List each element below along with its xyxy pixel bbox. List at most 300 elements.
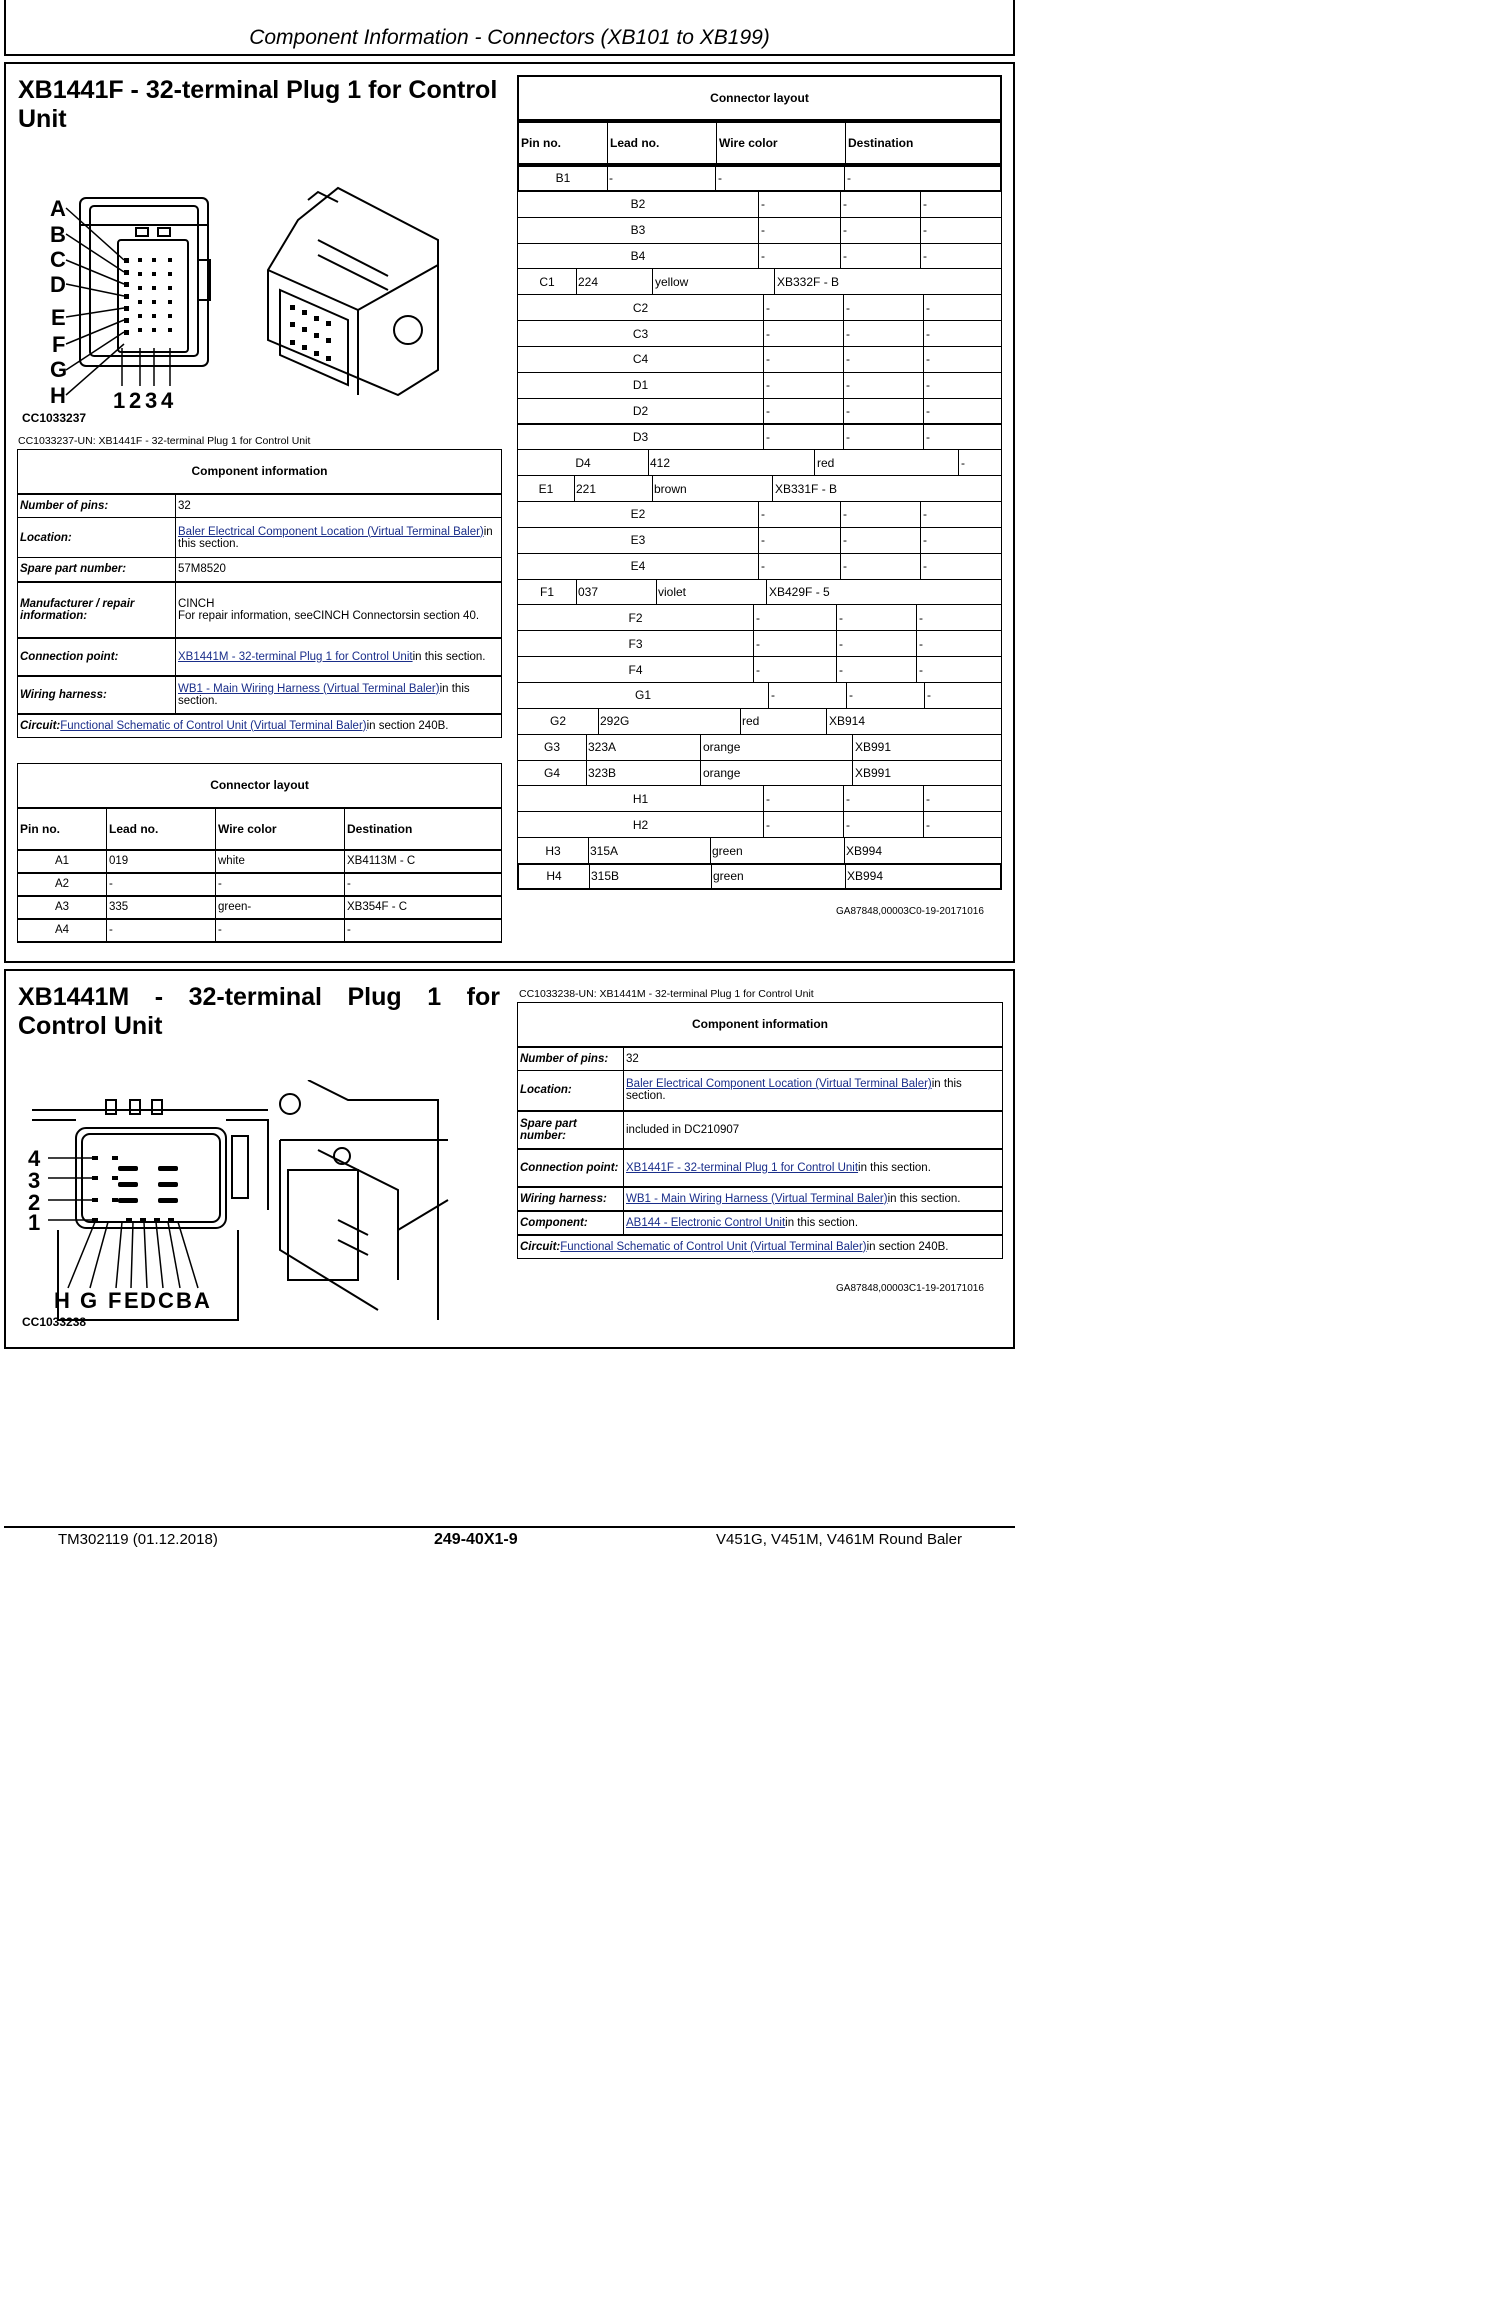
col-divider	[843, 347, 844, 372]
circuit-link[interactable]: Functional Schematic of Control Unit (Virtual Terminal Baler)	[560, 1240, 867, 1253]
dest-cell: XB429F - 5	[769, 585, 830, 600]
lead-cell: -	[107, 873, 216, 896]
lead-cell: 292G	[600, 714, 630, 729]
table-row	[517, 217, 1002, 244]
fig-label-d: D	[50, 272, 66, 297]
table-row	[517, 320, 1002, 347]
info-label: Number of pins:	[518, 1047, 624, 1071]
col-divider	[763, 425, 764, 450]
fig-label-h: H	[50, 383, 66, 408]
info-tail: in section 240B.	[866, 1240, 949, 1253]
col-divider	[758, 528, 759, 553]
table-row	[517, 294, 1002, 321]
col-divider	[607, 123, 608, 163]
table-row	[18, 850, 502, 873]
col-divider	[763, 295, 764, 320]
col-divider	[843, 425, 844, 450]
fig-label-e: E	[124, 1288, 139, 1313]
layout-title: Connector layout	[710, 91, 809, 105]
color-cell: yellow	[655, 274, 689, 289]
ref-code: GA87848,00003C1-19-20171016	[836, 1283, 984, 1294]
col-divider	[700, 735, 701, 760]
pin-cell: D3	[632, 429, 649, 444]
dest-cell: XB914	[829, 714, 866, 729]
color-cell: -	[846, 352, 850, 367]
pin-cell: F3	[628, 636, 643, 651]
col-header: Pin no.	[521, 136, 561, 150]
footer-rule	[4, 1526, 1015, 1528]
dest-cell: -	[926, 326, 930, 341]
lead-cell: -	[766, 429, 770, 444]
col-divider	[836, 657, 837, 682]
fig-label-b: B	[50, 222, 66, 247]
lead-cell: -	[766, 378, 770, 393]
table-row	[517, 630, 1002, 657]
table-row	[18, 873, 502, 896]
col-divider	[840, 192, 841, 217]
fig-code: CC1033238	[22, 1315, 87, 1329]
lead-cell: 315B	[591, 869, 620, 884]
col-header: Wire color	[216, 808, 345, 850]
table-row	[517, 734, 1002, 761]
col-divider	[763, 321, 764, 346]
layout-title-row	[517, 75, 1002, 121]
table-row	[517, 398, 1002, 425]
col-divider	[763, 812, 764, 837]
dest-cell: -	[919, 636, 923, 651]
info-value	[624, 1187, 1003, 1211]
component-info-table	[17, 449, 502, 738]
dest-cell: -	[926, 404, 930, 419]
table-row	[18, 919, 502, 942]
col-divider	[920, 192, 921, 217]
dest-cell: -	[926, 378, 930, 393]
dest-cell: XB4113M - C	[345, 850, 502, 873]
info-label: Spare part number:	[18, 558, 176, 582]
location-link[interactable]: Baler Electrical Component Location (Virtual Terminal Baler)	[178, 525, 484, 538]
lead-cell: 315A	[590, 843, 619, 858]
col-divider	[843, 399, 844, 424]
fig-label-2: 2	[129, 388, 142, 413]
color-cell: green	[713, 869, 744, 884]
col-divider	[916, 631, 917, 656]
dest-cell: XB332F - B	[777, 274, 840, 289]
col-divider	[652, 269, 653, 294]
info-title: Component information	[18, 450, 502, 494]
pin-cell: G2	[549, 714, 566, 729]
fig-label-c: C	[50, 247, 66, 272]
col-divider	[758, 192, 759, 217]
table-row	[517, 424, 1002, 451]
col-divider	[845, 865, 846, 888]
connector-figure-xb1441f	[18, 180, 498, 430]
layout-title: Connector layout	[18, 764, 502, 808]
component-link[interactable]: AB144 - Electronic Control Unit	[626, 1216, 786, 1229]
fig-label-c: C	[158, 1288, 174, 1313]
lead-cell: -	[756, 636, 760, 651]
dest-cell: -	[926, 300, 930, 315]
harness-link[interactable]: WB1 - Main Wiring Harness (Virtual Terminal Baler)	[178, 682, 440, 695]
circuit-link[interactable]: Functional Schematic of Control Unit (Virtual Terminal Baler)	[60, 719, 367, 732]
info-value	[624, 1211, 1003, 1235]
col-header: Wire color	[719, 136, 778, 150]
table-row	[517, 191, 1002, 218]
info-label: Connection point:	[18, 638, 176, 676]
pin-cell: G3	[543, 740, 560, 755]
color-cell: -	[843, 248, 847, 263]
info-title: Component information	[518, 1003, 1003, 1047]
fig-label-g: G	[80, 1288, 98, 1313]
column-header-row	[517, 121, 1002, 165]
fig-label-a: A	[50, 196, 66, 221]
col-divider	[843, 812, 844, 837]
info-value: included in DC210907	[624, 1111, 1003, 1149]
fig-label-h: H	[54, 1288, 70, 1313]
color-cell: red	[742, 714, 760, 729]
dest-cell: XB331F - B	[775, 481, 838, 496]
dest-cell: -	[345, 873, 502, 896]
col-divider	[763, 399, 764, 424]
col-header: Lead no.	[107, 808, 216, 850]
col-divider	[588, 838, 589, 863]
lead-cell: -	[766, 352, 770, 367]
color-cell: -	[839, 636, 843, 651]
table-row	[517, 165, 1002, 192]
table-row	[517, 760, 1002, 787]
col-divider	[840, 554, 841, 579]
info-label: Manufacturer / repair information:	[18, 582, 176, 638]
table-row	[517, 863, 1002, 890]
table-row	[517, 268, 1002, 295]
col-divider	[758, 554, 759, 579]
col-divider	[753, 605, 754, 630]
lead-cell: -	[766, 326, 770, 341]
dest-cell: -	[961, 455, 965, 470]
table-row	[517, 346, 1002, 373]
col-divider	[923, 812, 924, 837]
repair-info: For repair information, seeCINCH Connectorsin section 40.	[178, 609, 480, 622]
info-value	[624, 1071, 1003, 1111]
col-divider	[758, 218, 759, 243]
color-cell: -	[843, 223, 847, 238]
col-divider	[758, 502, 759, 527]
col-divider	[844, 167, 845, 190]
color-cell: white	[216, 850, 345, 873]
col-divider	[700, 761, 701, 786]
pin-cell: A2	[18, 873, 107, 896]
color-cell: -	[843, 533, 847, 548]
fig-code: CC1033237	[22, 411, 87, 425]
fig-label-3: 3	[145, 388, 158, 413]
color-cell: -	[216, 919, 345, 942]
col-divider	[740, 709, 741, 734]
col-divider	[845, 123, 846, 163]
lead-cell: -	[107, 919, 216, 942]
harness-link[interactable]: WB1 - Main Wiring Harness (Virtual Terminal Baler)	[626, 1192, 888, 1205]
fig-label-a: A	[194, 1288, 210, 1313]
color-cell: green-	[216, 896, 345, 919]
pin-cell: H2	[632, 817, 649, 832]
col-divider	[920, 218, 921, 243]
col-divider	[768, 683, 769, 708]
col-divider	[923, 347, 924, 372]
col-divider	[924, 683, 925, 708]
footer-right: V451G, V451M, V461M Round Baler	[716, 1531, 962, 1548]
table-row	[18, 896, 502, 919]
info-value	[18, 714, 502, 738]
col-divider	[715, 167, 716, 190]
color-cell: orange	[703, 740, 741, 755]
info-value	[176, 676, 502, 714]
lead-cell: 335	[107, 896, 216, 919]
info-tail: in this section.	[785, 1216, 859, 1229]
connection-link[interactable]: XB1441F - 32-terminal Plug 1 for Control Unit	[626, 1161, 859, 1174]
lead-cell: -	[766, 791, 770, 806]
lead-cell: -	[756, 610, 760, 625]
lead-cell: -	[609, 171, 613, 186]
col-divider	[589, 865, 590, 888]
lead-cell: 323B	[588, 765, 617, 780]
info-tail: in section 240B.	[366, 719, 449, 732]
pin-cell: C2	[632, 300, 649, 315]
dest-cell: -	[919, 662, 923, 677]
col-divider	[840, 218, 841, 243]
col-divider	[753, 657, 754, 682]
col-divider	[652, 476, 653, 501]
pin-cell: H4	[546, 869, 562, 884]
info-label: Wiring harness:	[18, 676, 176, 714]
table-row	[517, 811, 1002, 838]
col-divider	[574, 476, 575, 501]
info-value	[176, 518, 502, 558]
footer-left: TM302119 (01.12.2018)	[58, 1531, 218, 1548]
col-divider	[840, 528, 841, 553]
table-row	[517, 837, 1002, 864]
info-label: Spare part number:	[518, 1111, 624, 1149]
pin-cell: D1	[632, 378, 649, 393]
dest-cell: -	[926, 352, 930, 367]
color-cell: orange	[703, 765, 741, 780]
table-row	[517, 604, 1002, 631]
connection-link[interactable]: XB1441M - 32-terminal Plug 1 for Control Unit	[178, 650, 413, 663]
color-cell: violet	[658, 585, 687, 600]
col-divider	[774, 269, 775, 294]
pin-cell: F1	[539, 585, 554, 600]
col-divider	[772, 476, 773, 501]
col-divider	[923, 425, 924, 450]
info-label: Number of pins:	[18, 494, 176, 518]
dest-cell: XB991	[855, 765, 892, 780]
col-divider	[836, 605, 837, 630]
info-tail: in this section.	[412, 650, 486, 663]
info-label: Component:	[518, 1211, 624, 1235]
info-value: 32	[176, 494, 502, 518]
color-cell: -	[839, 610, 843, 625]
lead-cell: -	[766, 817, 770, 832]
connector-figure-xb1441m	[18, 1080, 450, 1332]
location-link[interactable]: Baler Electrical Component Location (Virtual Terminal Baler)	[626, 1078, 932, 1091]
table-row	[517, 785, 1002, 812]
table-row	[517, 372, 1002, 399]
pin-cell: A3	[18, 896, 107, 919]
info-tail: in this section.	[178, 682, 470, 707]
color-cell: -	[846, 404, 850, 419]
col-divider	[607, 167, 608, 190]
table-row	[517, 243, 1002, 270]
dest-cell: XB354F - C	[345, 896, 502, 919]
color-cell: -	[846, 817, 850, 832]
col-divider	[843, 295, 844, 320]
table-row	[517, 553, 1002, 580]
fig-label-1: 1	[28, 1210, 41, 1235]
color-cell: brown	[654, 481, 687, 496]
lead-cell: -	[761, 223, 765, 238]
col-divider	[923, 399, 924, 424]
info-value	[624, 1149, 1003, 1187]
dest-cell: -	[923, 248, 927, 263]
dest-cell: XB994	[847, 869, 884, 884]
col-divider	[844, 838, 845, 863]
col-divider	[656, 580, 657, 605]
dest-cell: -	[923, 223, 927, 238]
lead-cell: -	[761, 248, 765, 263]
color-cell: -	[846, 378, 850, 393]
info-tail: in this section.	[858, 1161, 931, 1174]
col-divider	[843, 786, 844, 811]
pin-cell: A1	[18, 850, 107, 873]
fig-label-g: G	[50, 357, 68, 382]
fig-label-b: B	[176, 1288, 192, 1313]
pin-cell: B1	[555, 171, 571, 186]
dest-cell: XB994	[846, 843, 883, 858]
pin-cell: C3	[632, 326, 649, 341]
info-tail: in this section.	[178, 525, 493, 550]
col-divider	[852, 761, 853, 786]
section-title: XB1441F - 32-terminal Plug 1 for Control Unit	[18, 76, 498, 133]
color-cell: -	[843, 197, 847, 212]
col-divider	[598, 709, 599, 734]
color-cell: green	[712, 843, 743, 858]
col-divider	[753, 631, 754, 656]
col-divider	[923, 786, 924, 811]
col-divider	[710, 838, 711, 863]
col-divider	[920, 244, 921, 269]
col-divider	[958, 450, 959, 475]
pin-cell: D4	[575, 455, 591, 470]
pin-cell: E4	[630, 559, 646, 574]
color-cell: -	[843, 507, 847, 522]
section-title	[18, 983, 500, 1041]
pin-cell: F2	[628, 610, 643, 625]
table-row	[517, 682, 1002, 709]
table-row	[517, 708, 1002, 735]
col-header: Destination	[848, 136, 914, 150]
color-cell: -	[849, 688, 853, 703]
col-divider	[716, 123, 717, 163]
lead-cell: -	[756, 662, 760, 677]
info-value: 57M8520	[176, 558, 502, 582]
info-label: Location:	[518, 1071, 624, 1111]
col-divider	[648, 450, 649, 475]
footer-center: 249-40X1-9	[434, 1531, 518, 1548]
color-cell: -	[846, 791, 850, 806]
color-cell: red	[817, 455, 835, 470]
info-value: 32	[624, 1047, 1003, 1071]
col-divider	[586, 735, 587, 760]
col-divider	[763, 786, 764, 811]
table-row	[517, 475, 1002, 502]
color-cell: -	[846, 300, 850, 315]
col-divider	[586, 761, 587, 786]
dest-cell: -	[923, 507, 927, 522]
col-divider	[576, 269, 577, 294]
info-label: Connection point:	[518, 1149, 624, 1187]
title-word: -	[154, 983, 164, 1011]
dest-cell: -	[923, 197, 927, 212]
color-cell: -	[846, 326, 850, 341]
lead-cell: -	[761, 197, 765, 212]
col-divider	[920, 554, 921, 579]
info-value	[518, 1235, 1003, 1259]
fig-label-2: 2	[28, 1190, 41, 1215]
dest-cell: XB991	[855, 740, 892, 755]
col-divider	[843, 373, 844, 398]
table-row	[517, 656, 1002, 683]
info-value	[176, 582, 502, 638]
fig-label-1: 1	[113, 388, 126, 413]
title-word: 32-terminal	[188, 983, 322, 1011]
info-label: Location:	[18, 518, 176, 558]
dest-cell: -	[926, 791, 930, 806]
dest-cell: -	[923, 559, 927, 574]
info-tail: in this section.	[626, 1078, 962, 1103]
dest-cell: -	[919, 610, 923, 625]
mfr-name: CINCH	[178, 597, 215, 610]
col-divider	[840, 502, 841, 527]
pin-cell: C1	[539, 274, 555, 289]
pin-cell: C4	[632, 352, 649, 367]
col-divider	[920, 502, 921, 527]
col-divider	[920, 528, 921, 553]
fig-label-f: F	[52, 332, 66, 357]
title-line2: Control Unit	[18, 1012, 163, 1040]
fig-label-e: E	[51, 305, 66, 330]
lead-cell: 037	[578, 585, 599, 600]
lead-cell: 224	[578, 274, 599, 289]
fig-label-3: 3	[28, 1168, 41, 1193]
col-divider	[576, 580, 577, 605]
title-word: for	[466, 983, 500, 1011]
pin-cell: G1	[634, 688, 651, 703]
component-info-table	[517, 1002, 1003, 1259]
dest-cell: -	[926, 817, 930, 832]
color-cell: -	[843, 559, 847, 574]
info-tail: in this section.	[887, 1192, 961, 1205]
pin-cell: B2	[630, 197, 646, 212]
col-divider	[840, 244, 841, 269]
title-word: 1	[427, 983, 442, 1011]
table-row	[517, 579, 1002, 606]
lead-cell: -	[771, 688, 775, 703]
col-divider	[758, 244, 759, 269]
fig-label-4: 4	[28, 1146, 41, 1171]
lead-cell: 412	[650, 455, 671, 470]
color-cell: -	[839, 662, 843, 677]
col-divider	[923, 373, 924, 398]
col-header: Destination	[345, 808, 502, 850]
dest-cell: -	[847, 171, 851, 186]
pin-cell: F4	[628, 662, 643, 677]
